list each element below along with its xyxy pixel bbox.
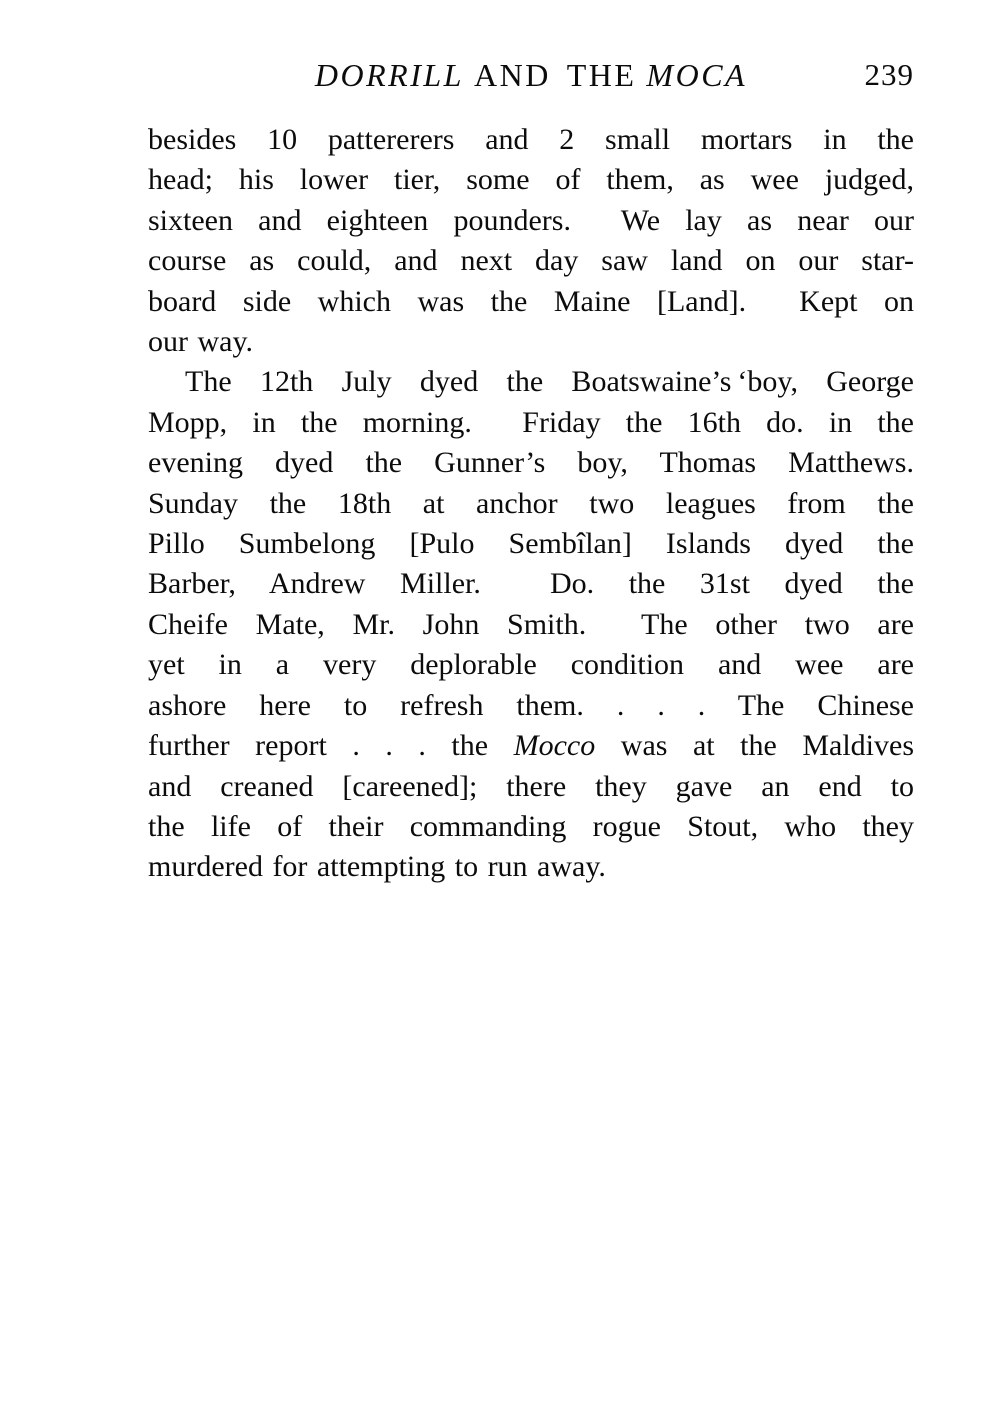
running-head-part-moca: MOCA xyxy=(646,57,748,93)
text-run: besides 10 pattererers and 2 small mortars in the xyxy=(148,123,914,156)
running-head-part-and-the: AND THE xyxy=(473,57,637,93)
text-run: course as could, and next day saw land on our star- xyxy=(148,244,914,278)
paragraph xyxy=(148,362,914,887)
text-line xyxy=(148,645,914,685)
text-run: our way. xyxy=(148,325,254,359)
text-line xyxy=(148,767,914,807)
text-run: Mopp, in the morning. Friday the 16th do. in the xyxy=(148,405,914,439)
text-run: evening dyed the Gunner’s boy, Thomas Matthews. xyxy=(148,446,914,480)
text-line xyxy=(148,524,914,564)
text-run: sixteen and eighteen pounders. We lay as near our xyxy=(148,203,914,237)
text-run: The 12th July dyed the Boatswaine’s ‘boy, George xyxy=(185,365,914,399)
text-line xyxy=(148,201,914,241)
text-line xyxy=(148,726,914,766)
text-run: was at the Maldives xyxy=(595,729,915,763)
running-head-part-dorrill: DORRILL xyxy=(314,57,464,93)
text-run: ashore here to refresh them. . . . The Chinese xyxy=(148,688,914,722)
text-line xyxy=(148,686,914,726)
text-run: and creaned [careened]; there they gave an end to xyxy=(148,769,914,803)
text-run: Barber, Andrew Miller. Do. the 31st dyed the xyxy=(148,567,914,601)
page-header xyxy=(148,54,914,96)
text-line xyxy=(148,362,914,402)
text-run: Cheife Mate, Mr. John Smith. The other two are xyxy=(148,607,914,641)
page-number: 239 xyxy=(864,57,914,92)
text-line xyxy=(148,484,914,524)
text-line xyxy=(148,807,914,847)
text-run: Pillo Sumbelong [Pulo Sembîlan] Islands dyed the xyxy=(148,527,914,561)
text-run: board side which was the Maine [Land]. Kept on xyxy=(148,284,914,318)
text-run: murdered for attempting to run away. xyxy=(148,850,606,884)
text-line xyxy=(148,160,914,200)
running-head xyxy=(148,54,914,96)
text-run: yet in a very deplorable condition and wee are xyxy=(148,648,914,682)
text-line xyxy=(148,605,914,645)
text-line xyxy=(148,564,914,604)
text-run: Sunday the 18th at anchor two leagues from the xyxy=(148,486,914,520)
text-line xyxy=(148,847,914,887)
page-body xyxy=(148,120,914,888)
text-run: further report . . . the xyxy=(148,729,514,763)
text-run: head; his lower tier, some of them, as wee judged, xyxy=(148,163,914,197)
text-run: the life of their commanding rogue Stout, who they xyxy=(148,809,914,843)
text-line xyxy=(148,443,914,483)
text-line xyxy=(148,241,914,281)
text-line xyxy=(148,282,914,322)
paragraph xyxy=(148,120,914,362)
text-run: Mocco xyxy=(513,729,596,763)
text-line xyxy=(148,403,914,443)
text-line xyxy=(148,322,914,362)
text-line xyxy=(148,120,914,160)
